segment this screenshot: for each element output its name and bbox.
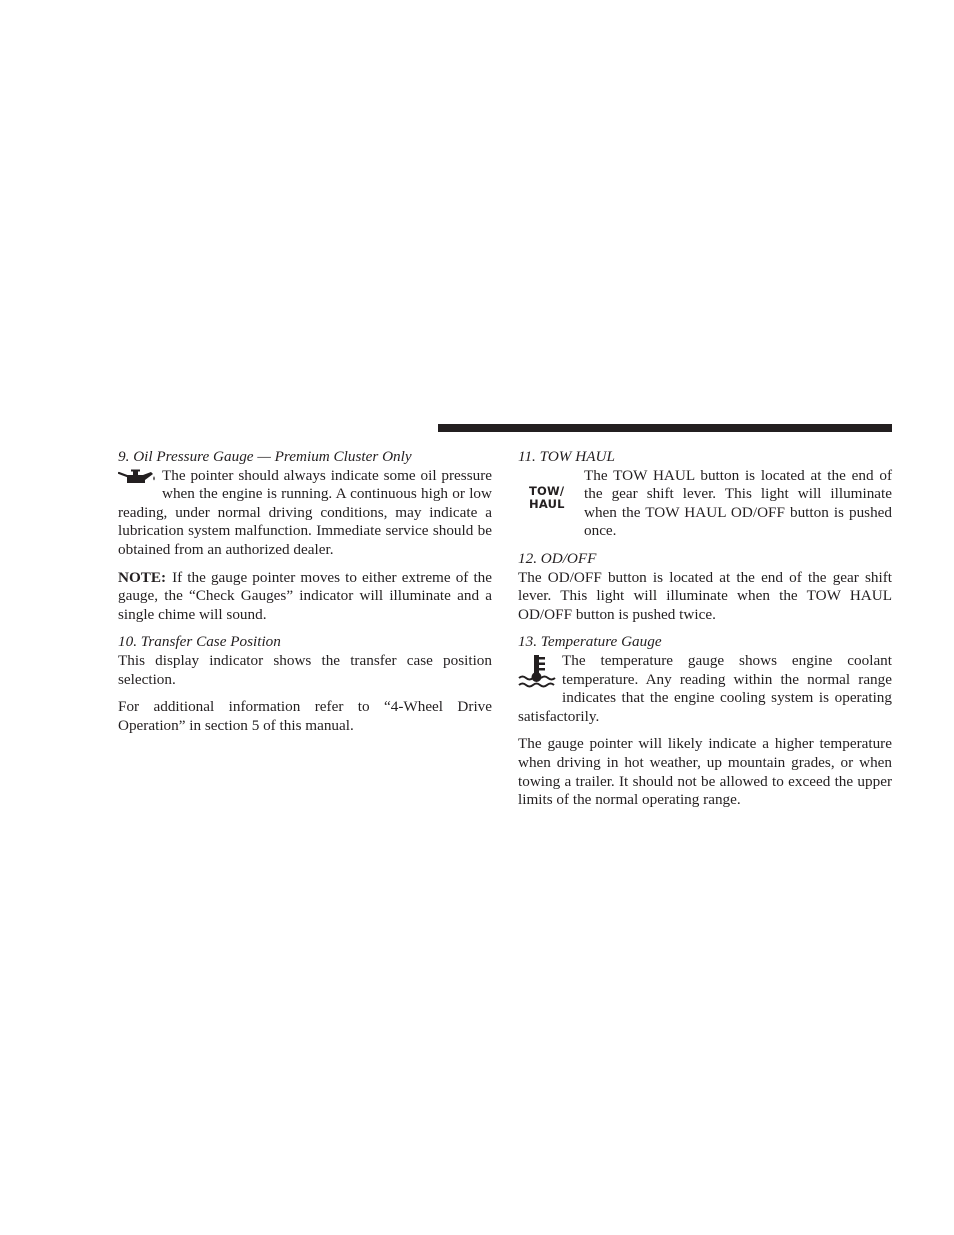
tow-haul-paragraph	[518, 467, 892, 541]
oil-pressure-paragraph	[118, 467, 492, 560]
right-column	[518, 448, 892, 810]
left-column	[118, 448, 492, 735]
tow-haul-icon	[518, 467, 576, 523]
temperature-body: The temperature gauge shows engine coolant temperature. Any reading within the normal range indicates that the engine cooling system is operating satisfactorily.	[518, 651, 892, 725]
temperature-body-2: The gauge pointer will likely indicate a higher temperature when driving in hot weather, up mountain grades, or when towing a trailer. It should not be allowed to exceed the upper limits of the normal operating range.	[518, 735, 892, 809]
od-off-heading: 12. OD/OFF	[518, 549, 597, 567]
note-body: If the gauge pointer moves to either extreme of the gauge, the “Check Gauges” indicator will illuminate and a single chime will sound.	[118, 568, 492, 623]
tow-haul-icon-line1: TOW/	[529, 483, 565, 498]
temperature-paragraph	[518, 652, 892, 726]
additional-info-paragraph: For additional information refer to “4-Wheel Drive Operation” in section 5 of this manual.	[118, 698, 492, 734]
temperature-gauge-heading: 13. Temperature Gauge	[518, 633, 662, 651]
note-paragraph	[118, 569, 492, 625]
transfer-case-heading: 10. Transfer Case Position	[118, 633, 281, 651]
transfer-case-body: This display indicator shows the transfer case position selection.	[118, 651, 492, 688]
coolant-temperature-icon	[518, 654, 558, 690]
oil-can-icon	[118, 468, 156, 486]
tow-haul-heading: 11. TOW HAUL	[518, 448, 615, 465]
tow-haul-body: The TOW HAUL button is located at the end of the gear shift lever. This light will illuminate when the TOW HAUL OD/OFF button is pushed once.	[584, 466, 892, 540]
tow-haul-icon-line2: HAUL	[529, 496, 565, 511]
oil-pressure-heading: 9. Oil Pressure Gauge — Premium Cluster Only	[118, 448, 412, 465]
section-header-bar	[438, 424, 892, 432]
od-off-body: The OD/OFF button is located at the end of the gear shift lever. This light will illuminate when the TOW HAUL OD/OFF button is pushed twice.	[518, 568, 892, 623]
oil-pressure-body: The pointer should always indicate some oil pressure when the engine is running. A continuous high or low reading, under normal driving conditions, may indicate a lubrication system malfunction. Immediate service should be obtained from an authorized dealer.	[118, 466, 492, 558]
note-label: NOTE:	[118, 568, 167, 586]
